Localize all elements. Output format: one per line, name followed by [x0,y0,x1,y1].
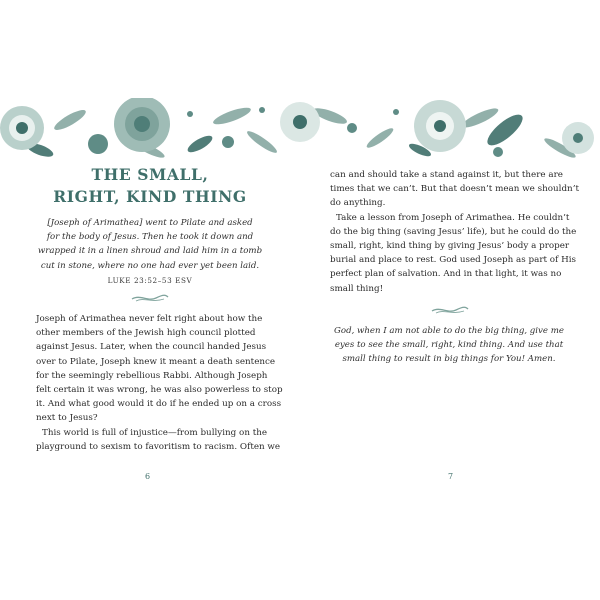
body-line: it. And what good would it do if he ended up on a cross [36,399,282,410]
page-number: 7 [448,472,454,481]
book-spread [0,98,600,486]
prayer-text [318,324,580,367]
scripture-quote [30,216,270,273]
body-line: for the seemingly rebellious Rabbi. Although Joseph [36,370,268,381]
body-line: do anything. [330,198,386,209]
body-line: can and should take a stand against it, but there are [330,170,563,180]
body-line: burial and place to rest. God used Joseph as part of His [330,255,577,266]
left-body-text [36,312,283,454]
right-page [300,98,600,486]
chapter-title-line2: RIGHT, KIND THING [53,187,247,206]
chapter-title-line1: THE SMALL, [91,165,209,184]
body-line: small thing! [330,283,384,294]
verse-line: [Joseph of Arimathea] went to Pilate and asked [47,218,253,228]
verse-line: for the body of Jesus. Then he took it down and [46,232,254,243]
body-line: times that we can’t. But that doesn’t mean we shouldn’t [330,184,579,195]
body-line: This world is full of injustice—from bullying on the [42,427,268,438]
verse-reference: LUKE 23:52–53 ESV [107,276,193,285]
body-line: playground to sexism to favoritism to racism. Often we [36,441,281,452]
verse-line: wrapped it in a linen shroud and laid him in a tomb [37,246,263,257]
body-line: over to Pilate, Joseph knew it meant a death sentence [36,356,276,367]
body-line: small, right, kind thing by giving Jesus’ body a proper [330,241,570,252]
body-line: do the big thing (saving Jesus’ life), but he could do the [330,226,577,237]
body-line: next to Jesus? [36,413,98,424]
body-line: felt certain it was wrong, he was also powerless to stop [36,385,283,396]
flourish-ornament-icon [130,292,170,304]
page-number: 6 [145,472,151,481]
right-body-text [330,168,579,296]
left-page [0,98,300,486]
flourish-ornament-icon [430,304,470,316]
body-line: Joseph of Arimathea never felt right about how the [36,314,263,324]
prayer-line: God, when I am not able to do the big thing, give me [334,326,564,336]
body-line: Take a lesson from Joseph of Arimathea. He couldn’t [336,212,570,223]
prayer-line: eyes to see the small, right, kind thing. And use that [334,340,564,351]
body-line: perfect plan of salvation. And in that light, it was no [330,269,562,280]
body-line: against Jesus. Later, when the council handed Jesus [36,342,267,353]
verse-line: cut in stone, where no one had ever yet been laid. [40,260,260,271]
body-line: other members of the Jewish high council plotted [36,328,256,339]
prayer-line: small thing to result in big things for You! Amen. [342,354,556,365]
